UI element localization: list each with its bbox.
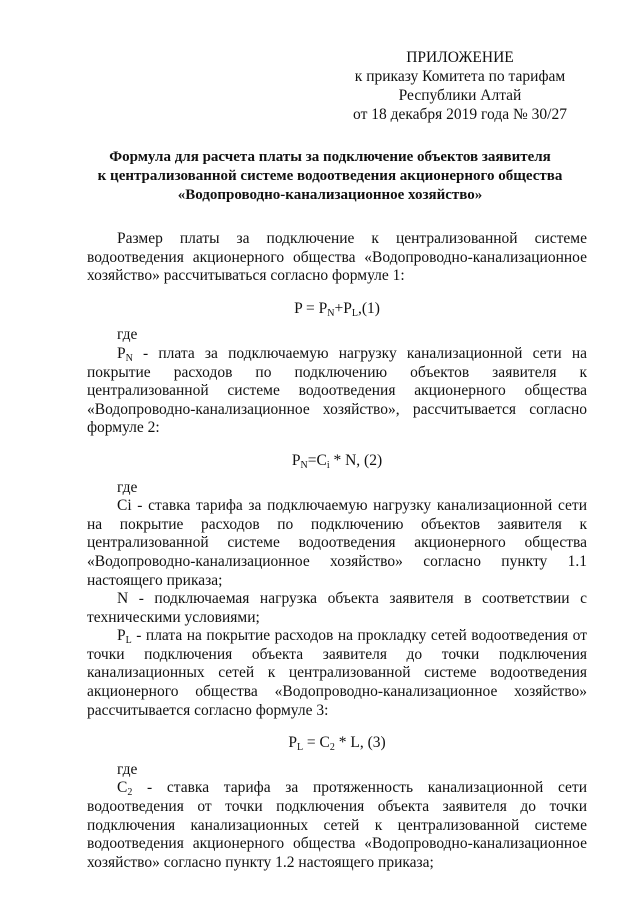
pl-subscript: L [125, 635, 132, 647]
c2-symbol: C [117, 779, 128, 797]
formula-2-lhs: P [291, 451, 301, 469]
pn-subscript: N [125, 352, 133, 364]
document-body [87, 230, 587, 872]
formula-3 [87, 734, 587, 753]
pn-definition [87, 345, 587, 438]
formula-2-rhs: =C [307, 451, 327, 469]
intro-paragraph: Размер платы за подключение к централизованной системе водоотведения акционерного общества «Водопроводно-канализационное хозяйство» рассчитываться согласно формуле 1: [87, 230, 587, 285]
c2-subscript: 2 [127, 787, 133, 799]
where-label-2: где [117, 478, 138, 496]
formula-1-sub-l: L [351, 307, 358, 319]
formula-2 [87, 452, 587, 471]
formula-2-sub-i: i [326, 459, 330, 471]
c2-definition [87, 779, 587, 872]
appendix-region: Республики Алтай [398, 87, 522, 104]
formula-3-mid: = C [303, 734, 330, 752]
formula-1-rhs: ,(1) [357, 299, 380, 317]
title-line-3: «Водопроводно-канализационное хозяйство» [177, 187, 483, 203]
formula-1-mid: +P [334, 299, 352, 317]
formula-1-sub-n: N [327, 307, 335, 319]
formula-3-rest: * L, (3) [334, 734, 386, 752]
pl-definition [87, 627, 587, 720]
appendix-date-number: от 18 декабря 2019 года № 30/27 [353, 106, 567, 123]
formula-3-lhs: P [288, 734, 297, 752]
formula-2-rest: * N, (2) [329, 451, 383, 469]
appendix-order-ref: к приказу Комитета по тарифам [354, 68, 566, 85]
formula-1-lhs: P = P [294, 299, 328, 317]
pn-symbol: P [117, 344, 126, 362]
appendix-header [330, 48, 590, 124]
appendix-title: ПРИЛОЖЕНИЕ [406, 49, 514, 66]
pl-symbol: P [117, 627, 126, 645]
ci-definition: Ci - ставка тарифа за подключаемую нагрузку канализационной сети на покрытие расходов по подключению объектов заявителя к централизованной системе водоотведения акционерного общества «Водопроводно-канализационное хозяйство» согласно пункту 1.1 настоящего приказа; [87, 497, 587, 589]
title-line-2: к централизованной системе водоотведения акционерного общества [97, 168, 563, 184]
pl-text: - плата на покрытие расходов на прокладку сетей водоотведения от точки подключения объекта заявителя до точки подключения канализационных сетей к централизованной системе водоотведения акционерного общества «Водопроводно-канализационное хозяйство» рассчитывается согласно формуле 3: [87, 627, 587, 719]
where-label: где [117, 326, 138, 344]
formula-1 [87, 300, 587, 319]
pn-text: - плата за подключаемую нагрузку канализационной сети на покрытие расходов по подключению объектов заявителя к централизованной системе водоотведения акционерного общества «Водопроводно-канализационное хозяйство», рассчитывается согласно формуле 2: [87, 344, 587, 437]
n-definition: N - подключаемая нагрузка объекта заявителя в соответствии с техническими условиями; [87, 590, 587, 626]
c2-text: - ставка тарифа за протяженность канализационной сети водоотведения от точки подключения объекта заявителя до точки подключения канализационных сетей к централизованной системе водоотведения акционерного общества «Водопроводно-канализационное хозяйство» согласно пункту 1.2 настоящего приказа; [87, 779, 587, 871]
formula-3-sub-2: 2 [329, 742, 335, 754]
where-label-3: где [117, 760, 138, 778]
document-title [60, 148, 600, 205]
formula-3-sub-l: L [296, 742, 304, 754]
title-line-1: Формула для расчета платы за подключение объектов заявителя [109, 149, 551, 165]
formula-2-sub-n: N [300, 459, 308, 471]
